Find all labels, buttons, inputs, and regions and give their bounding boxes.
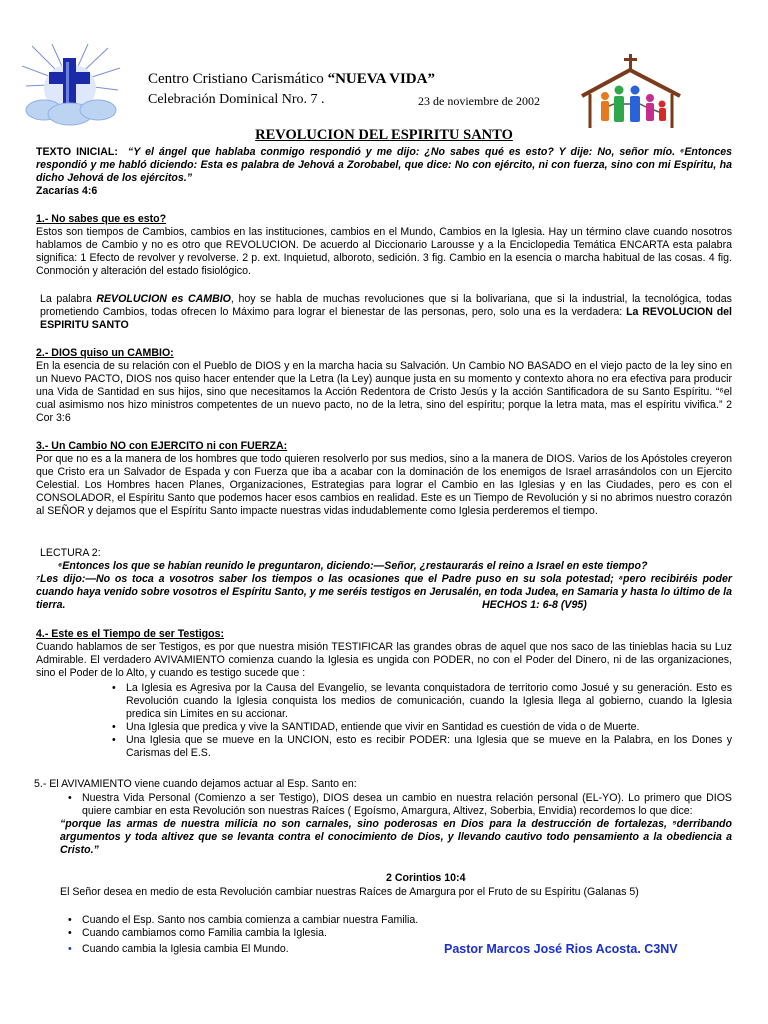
section-2: [36, 347, 732, 425]
final-list: [82, 914, 462, 956]
list-item: • Una Iglesia que se mueve en la UNCION, esto es recibir PODER: una Iglesia que se mueve en la Palabra, en los Dones y Carismas del E.S.: [126, 734, 732, 760]
lectura-body: ⁷Les dijo:—No os toca a vosotros saber los tiempos o las ocasiones que el Padre puso en su sola potestad; ⁸pero recibiréis poder cuando haya venido sobre vosotros el Espíritu Santo, y me seréis testigos en Jerusalén, en toda Judea, en Samaria y hasta lo último de la tierra.: [36, 573, 732, 611]
section-5-quote: “porque las armas de nuestra milicia no son carnales, sino poderosas en Dios para la destrucción de fortalezas, ⁵derribando argumentos y toda altivez que se levanta contra el conocimiento de Dios, y llevando cautivo todo pensamiento a la obediencia a Cristo.”: [60, 818, 732, 856]
celebration-label: Celebración Dominical Nro. 7 .: [148, 92, 325, 107]
section-1-body: Estos son tiempos de Cambios, cambios en las instituciones, cambios en el Mundo, Cambios en la Iglesia. Hay un término clave cuando nosotros hablamos de Cambio y no es otro que REVOLUCION. De acuerdo al Diccionario Larousse y a la Enciclopedia Temática ENCARTA esta palabra significa: 1 Efecto de revolver y revolverse. 2 p. ext. Inquietud, alboroto, sedición. 3 fig. Cambio en la esencia o marcha habitual de las cosas. 4 fig. Conmoción y alteración del estado fisiológico.: [36, 226, 732, 277]
church-family-logo: [578, 52, 688, 132]
lectura-block: [36, 547, 732, 612]
intro-label: TEXTO INICIAL:: [36, 146, 118, 158]
section-5-heading: 5.- El AVIVAMIENTO viene cuando dejamos actuar al Esp. Santo en:: [34, 778, 357, 790]
list-item: • Cuando cambiamos como Familia cambia la Iglesia.: [82, 927, 462, 940]
date-label: 23 de noviembre de 2002: [418, 94, 540, 108]
section-5-ref: 2 Corintios 10:4: [386, 872, 466, 884]
church-center-label: Centro Cristiano Carismático: [148, 71, 328, 87]
header-line-1: [148, 70, 435, 88]
p2-d: La REVOLUCION del ESPIRITU SANTO: [40, 306, 732, 331]
revolucion-paragraph: [40, 293, 732, 332]
intro-block: [36, 146, 732, 198]
lectura-label: LECTURA 2:: [40, 547, 101, 559]
section-4-heading: 4.- Este es el Tiempo de ser Testigos:: [36, 628, 225, 640]
section-2-heading: 2.- DIOS quiso un CAMBIO:: [36, 347, 174, 359]
section-4-body: Cuando hablamos de ser Testigos, es por que nuestra misión TESTIFICAR las grandes obras de aquel que nos saco de las tinieblas hacia su Luz Admirable. El verdadero AVIVAMIENTO comienza cuando la Iglesia es ungida con PODER, no con el Poder del Dinero, ni de las organizaciones, sino el Poder de lo Alto, y cuando es testigo sucede que :: [36, 641, 732, 679]
p2-b: REVOLUCION es CAMBIO: [96, 293, 231, 305]
list-item: • Una Iglesia que predica y vive la SANTIDAD, entiende que vivir en Santidad es cuestión de vida o de Muerte.: [126, 721, 732, 734]
intro-quote: “Y el ángel que hablaba conmigo respondió y me dijo: ¿No sabes qué es esto? Y dije: No, señor mío. ⁶Entonces respondió y me habló diciendo: Esta es palabra de Jehová a Zorobabel, que dice: No con ejército, ni con fuerza, sino con mi Espíritu, ha dicho Jehová de los ejércitos.”: [36, 146, 733, 184]
section-2-body: En la esencia de su relación con el Pueblo de DIOS y en la marcha hacia su Salvación. Un Cambio NO BASADO en el viejo pacto de la ley sino en un Nuevo PACTO, DIOS nos quiso hacer entender que la Letra (la Ley) aunque justa en su momento y contexto ahora no era efectiva para producir una Vida de Santidad en sus hijos, sino que necesitamos la Acción Redentora de Cristo Jesús y la acción Santificadora de su Santo Espíritu. “⁶el cual asimismo nos hizo ministros competentes de un nuevo pacto, no de la letra, sino del espíritu; porque la letra mata, mas el espíritu vivifica.” 2 Cor 3:6: [36, 360, 732, 424]
section-5-list: [82, 792, 732, 818]
list-item: • La Iglesia es Agresiva por la Causa del Evangelio, se levanta conquistadora de territorio como Josué y su generación. Esto es Revolución cuando la Iglesia conquista los medios de comunicación, cuando la Iglesia llega al gobierno, cuando la Iglesia predica sin Limites en su accionar.: [126, 682, 732, 721]
section-1: [36, 213, 732, 278]
list-item: • Cuando el Esp. Santo nos cambia comienza a cambiar nuestra Familia.: [82, 914, 462, 927]
p2-a: La palabra: [40, 293, 97, 305]
section-5-closing: El Señor desea en medio de esta Revolución cambiar nuestras Raíces de Amargura por el Fruto de su Espíritu (Galanas 5): [60, 886, 639, 898]
section-5: [34, 778, 732, 857]
lectura-ref: HECHOS 1: 6-8 (V95): [482, 599, 587, 611]
lectura-line-1: ⁶Entonces los que se habían reunido le preguntaron, diciendo:—Señor, ¿restaurarás el reino a Israel en este tiempo?: [58, 560, 648, 572]
intro-ref: Zacarías 4:6: [36, 185, 98, 197]
section-1-heading: 1.- No sabes que es esto?: [36, 213, 167, 225]
page-title: REVOLUCION DEL ESPIRITU SANTO: [255, 127, 513, 143]
section-4: [36, 628, 732, 760]
cross-clouds-logo: [22, 44, 122, 126]
list-item: • Nuestra Vida Personal (Comienzo a ser Testigo), DIOS desea un cambio en nuestra relación personal (EL-YO). Lo primero que DIOS quiere cambiar en esta Revolución son nuestras Raíces ( Egoísmo, Amargura, Altivez, Soberbia, Envidia) recordemos lo que dice:: [82, 792, 732, 818]
church-name: “NUEVA VIDA”: [327, 71, 435, 87]
section-3: [36, 440, 732, 518]
section-4-list: [126, 682, 732, 760]
section-3-heading: 3.- Un Cambio NO con EJERCITO ni con FUERZA:: [36, 440, 288, 452]
section-3-body: Por que no es a la manera de los hombres que todo quieren resolverlo por sus medios, sino a la manera de DIOS. Varios de los Apóstoles creyeron que Cristo era un Salvador de Espada y con Fuerza que iba a acabar con la dominación de los enemigos de Israel arrasándolos con un Ejercito Celestial. Los Hombres hacen Planes, Organizaciones, Estrategias para lograr el Cambio en las Iglesias y en las Ciudades, pero es con el CONSOLADOR, el Espíritu Santo que podemos hacer esos cambios en realidad. Este es un Tiempo de Revolución y si no abrimos nuestro corazón al SEÑOR y dejamos que el Espíritu Santo impacte nuestras vidas indudablemente como Iglesia perderemos el tiempo.: [36, 453, 732, 517]
pastor-signature: Pastor Marcos José Rios Acosta. C3NV: [444, 942, 678, 956]
p2-c: , hoy se habla de muchas revoluciones que si la bolivariana, que si la industrial, la tecnológica, todas prometiendo Cambios, todas ofrecen lo Máximo para lograr el bienestar de las personas, pero, solo una es la verdadera:: [40, 293, 732, 318]
list-item: • Cuando cambia la Iglesia cambia El Mundo.: [82, 943, 462, 956]
